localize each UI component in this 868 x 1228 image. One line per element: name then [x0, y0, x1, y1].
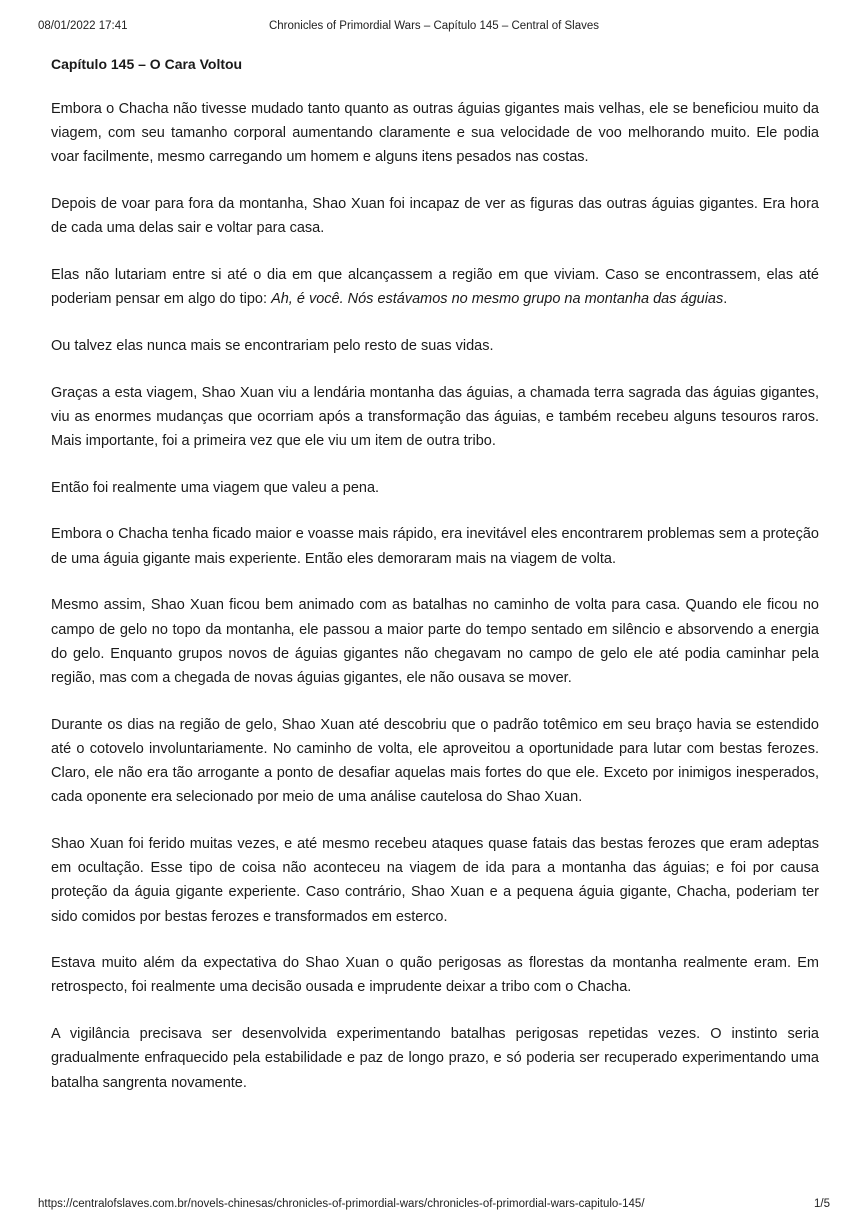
paragraph-12: A vigilância precisava ser desenvolvida experimentando batalhas perigosas repetidas vezes. O instinto seria gradualmente enfraquecido pela estabilidade e paz de longo prazo, e só poderia ser recuperado experimentando uma batalha sangrenta novamente.: [51, 1026, 819, 1091]
page-url: https://centralofslaves.com.br/novels-chinesas/chronicles-of-primordial-wars/chronicles-of-primordial-wars-capitulo-145/: [38, 1198, 645, 1210]
paragraph-3: [51, 263, 819, 311]
paragraph-2: Depois de voar para fora da montanha, Shao Xuan foi incapaz de ver as figuras das outras águias gigantes. Era hora de cada uma delas sair e voltar para casa.: [51, 196, 819, 237]
print-page-title: Chronicles of Primordial Wars – Capítulo 145 – Central of Slaves: [268, 20, 600, 32]
paragraph-3-text: Elas não lutariam entre si até o dia em que alcançassem a região em que viviam. Caso se encontrassem, elas até poderiam pensar em algo do tipo:: [51, 267, 819, 308]
paragraph-11: Estava muito além da expectativa do Shao Xuan o quão perigosas as florestas da montanha realmente eram. Em retrospecto, foi realmente uma decisão ousada e imprudente deixar a tribo com o Chacha.: [51, 955, 819, 996]
paragraph-4: Ou talvez elas nunca mais se encontrariam pelo resto de suas vidas.: [51, 337, 494, 354]
paragraph-8: Mesmo assim, Shao Xuan ficou bem animado com as batalhas no caminho de volta para casa. Quando ele ficou no campo de gelo no topo da montanha, ele passou a maior parte do tempo sentado em silêncio e absorvendo a energia do gelo. Enquanto grupos novos de águias gigantes não chegavam no campo de gelo ele até podia caminhar pela região, mas com a chegada de novas águias gigantes, ele não ousava se mover.: [51, 597, 819, 686]
paragraph-9: Durante os dias na região de gelo, Shao Xuan até descobriu que o padrão totêmico em seu braço havia se estendido até o cotovelo involuntariamente. No caminho de volta, ele aproveitou a oportunidade para lutar com bestas ferozes. Claro, ele não era tão arrogante a ponto de desafiar aquelas mais fortes do que ele. Exceto por inimigos inesperados, cada oponente era selecionado por meio de uma análise cautelosa do Shao Xuan.: [51, 716, 819, 806]
paragraph-1: Embora o Chacha não tivesse mudado tanto quanto as outras águias gigantes mais velhas, ele se beneficiou muito da viagem, com seu tamanho corporal aumentando claramente e sua velocidade de voo melhorando muito. Ele podia voar facilmente, mesmo carregando um homem e alguns itens pesados nas costas.: [51, 101, 819, 166]
print-header: [38, 20, 830, 36]
paragraph-10: Shao Xuan foi ferido muitas vezes, e até mesmo recebeu ataques quase fatais das bestas ferozes que eram adeptas em ocultação. Esse tipo de coisa não aconteceu na viagem de ida para a montanha das águias; e foi por causa proteção da águia gigante experiente. Caso contrário, Shao Xuan e a pequena águia gigante, Chacha, poderiam ter sido comidos por bestas ferozes e transformados em esterco.: [51, 835, 819, 925]
article-content: [51, 54, 819, 1117]
paragraph-7: Embora o Chacha tenha ficado maior e voasse mais rápido, era inevitável eles encontrarem problemas sem a proteção de uma águia gigante mais experiente. Então eles demoraram mais na viagem de volta.: [51, 526, 819, 567]
paragraph-3-italic: Ah, é você. Nós estávamos no mesmo grupo na montanha das águias: [271, 291, 724, 308]
print-footer: [38, 1198, 830, 1214]
page-number: 1/5: [814, 1198, 830, 1210]
print-datetime: 08/01/2022 17:41: [38, 20, 128, 32]
paragraph-5: Graças a esta viagem, Shao Xuan viu a lendária montanha das águias, a chamada terra sagrada das águias gigantes, viu as enormes mudanças que ocorriam após a transformação das águias, e também recebeu alguns tesouros raros. Mais importante, foi a primeira vez que ele viu um item de outra tribo.: [51, 384, 819, 450]
chapter-title: Capítulo 145 – O Cara Voltou: [51, 56, 243, 72]
paragraph-3-end: .: [723, 291, 728, 308]
paragraph-6: Então foi realmente uma viagem que valeu a pena.: [51, 479, 380, 496]
